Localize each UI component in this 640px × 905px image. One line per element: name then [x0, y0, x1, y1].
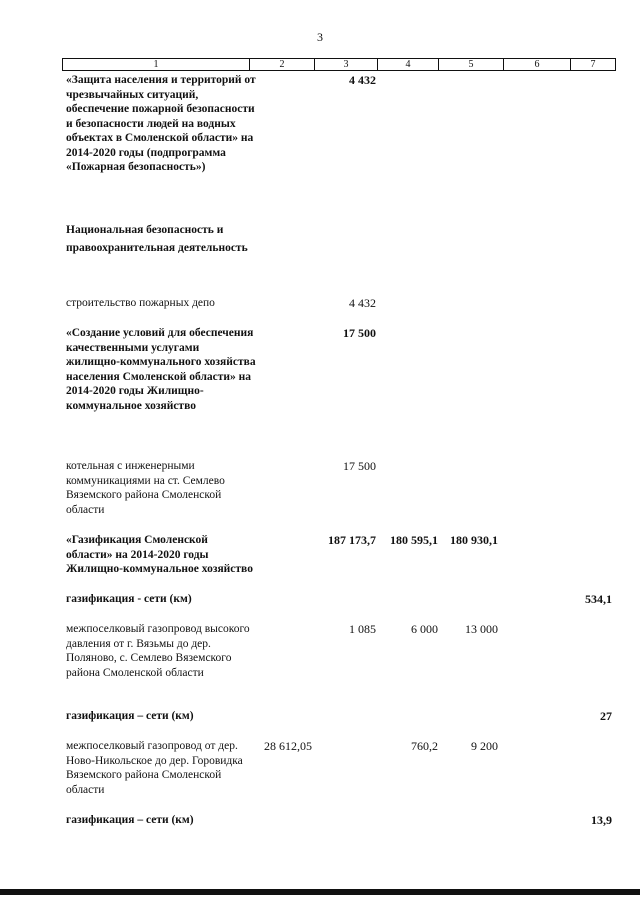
column-header-row: [62, 58, 616, 71]
fire-depot-col3: 4 432: [349, 296, 376, 310]
gas-total-1-col7: 534,1: [585, 592, 612, 606]
pipeline-2-col4: 760,2: [411, 739, 438, 753]
gas-program-title: «Газификация Смоленской области» на 2014-2020 годы Жилищно-коммунальное хозяйство: [66, 534, 253, 575]
column-2-header: 2: [250, 59, 315, 71]
column-6-header: 6: [504, 59, 571, 71]
pipeline-1-col4: 6 000: [411, 622, 438, 636]
pipeline-2-col2: 28 612,05: [264, 739, 312, 753]
page-number: 3: [317, 30, 323, 44]
gas-total-2-label: газификация – сети (км): [66, 710, 194, 722]
gas-program-col5: 180 930,1: [450, 533, 498, 547]
gas-total-3-col7: 13,9: [591, 813, 612, 827]
pipeline-2-col5: 9 200: [471, 739, 498, 753]
gas-total-2-col7: 27: [600, 709, 612, 723]
gas-total-1-label: газификация - сети (км): [66, 593, 192, 605]
column-7-header: 7: [571, 59, 616, 71]
pipeline-1-label: межпоселковый газопровод высокого давления от г. Вязьмы до дер. Поляново, с. Семлево Вяземского района Смоленской области: [66, 623, 250, 679]
fire-depot-label: строительство пожарных депо: [66, 297, 215, 309]
pipeline-2-label: межпоселковый газопровод от дер. Ново-Никольское до дер. Горовидка Вяземского района Смоленской области: [66, 740, 243, 796]
housing-program-col3: 17 500: [343, 326, 376, 340]
gas-total-3-label: газификация – сети (км): [66, 814, 194, 826]
pipeline-1-col5: 13 000: [465, 622, 498, 636]
security-heading: Национальная безопасность и правоохранительная деятельность: [66, 224, 248, 254]
fire-program-title: «Защита населения и территорий от чрезвычайных ситуаций, обеспечение пожарной безопасности и безопасности людей на водных объектах в Смоленской области» на 2014-2020 годы (подпрограмма «Пожарная безопасность»): [66, 74, 256, 173]
column-3-header: 3: [315, 59, 378, 71]
column-4-header: 4: [378, 59, 439, 71]
fire-program-col3: 4 432: [349, 73, 376, 87]
pipeline-1-col3: 1 085: [349, 622, 376, 636]
gas-program-col3: 187 173,7: [328, 533, 376, 547]
housing-program-title: «Создание условий для обеспечения качественными услугами жилищно-коммунального хозяйства населения Смоленской области» на 2014-2020 годы Жилищно-коммунальное хозяйство: [66, 327, 256, 412]
column-5-header: 5: [439, 59, 504, 71]
boiler-label: котельная с инженерными коммуникациями на ст. Семлево Вяземского района Смоленской области: [66, 460, 225, 516]
gas-program-col4: 180 595,1: [390, 533, 438, 547]
scan-bottom-edge: [0, 889, 640, 895]
column-1-header: 1: [63, 59, 250, 71]
boiler-col3: 17 500: [343, 459, 376, 473]
